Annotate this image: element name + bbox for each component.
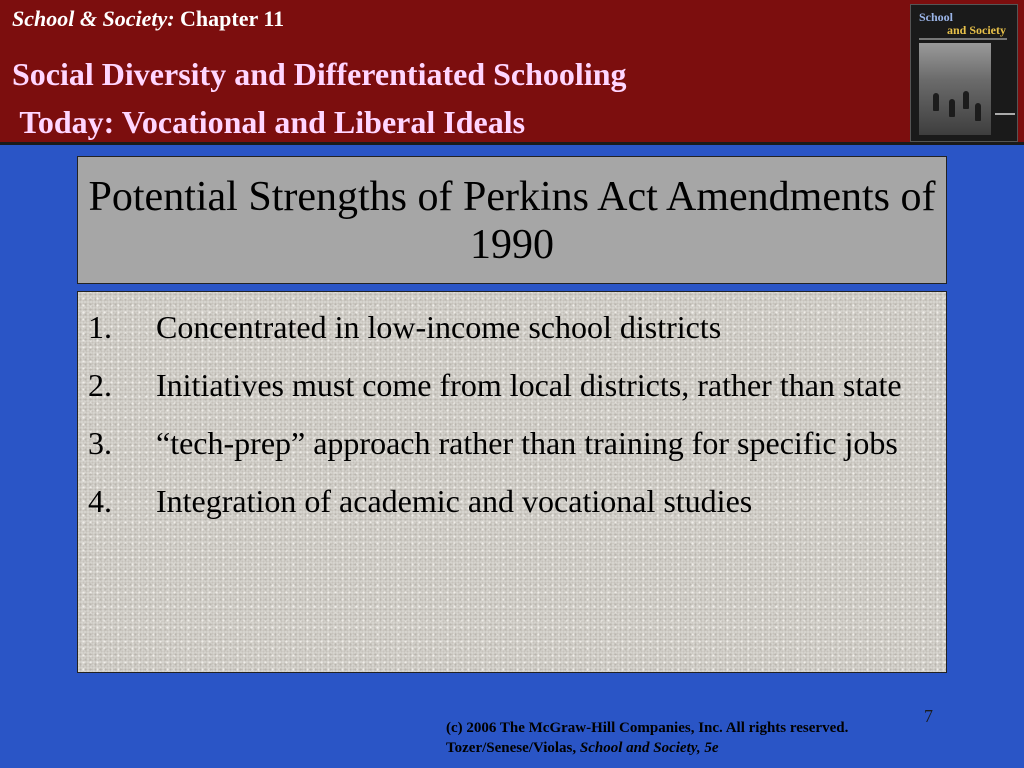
list-item-text: Concentrated in low-income school districts [156,309,722,345]
cover-subtitle-rule [919,38,1007,40]
slide-content-box [77,291,947,673]
book-cover-image [910,4,1018,142]
strengths-list [88,304,938,536]
list-item-text: “tech-prep” approach rather than training for specific jobs [156,425,898,461]
cover-title-line-1: School [919,10,954,24]
cover-figure [949,99,955,117]
page-number: 7 [924,706,933,726]
list-item-number: 4. [88,483,112,519]
list-item-text: Integration of academic and vocational studies [156,483,753,519]
cover-authors-rule [995,113,1015,115]
chapter-title-line-1: Social Diversity and Differentiated Schooling [12,56,627,92]
chapter-title [12,50,627,146]
slide-title-box [77,156,947,284]
list-item [88,304,938,350]
footer-copyright: (c) 2006 The McGraw-Hill Companies, Inc. All rights reserved. [446,720,849,736]
list-item-number: 3. [88,425,112,461]
list-item-text: Initiatives must come from local districts, rather than state [156,367,902,403]
list-item [88,420,938,466]
footer-authors: Tozer/Senese/Violas, [446,740,580,756]
list-item-number: 1. [88,309,112,345]
book-title: School & Society: [12,6,175,31]
cover-figure [933,93,939,111]
list-item [88,478,938,524]
list-item [88,362,938,408]
footer-credit [446,738,848,758]
slide-title: Potential Strengths of Perkins Act Amendments of 1990 [88,174,936,268]
cover-figure [963,91,969,109]
cover-photo [919,43,991,135]
chapter-label: Chapter 11 [180,6,285,31]
footer-book-title: School and Society, 5e [579,740,719,756]
cover-figure [975,103,981,121]
footer [446,718,848,758]
cover-title-line-2: and Society [947,23,1007,37]
chapter-title-line-2: Today: Vocational and Liberal Ideals [12,104,526,140]
chapter-line [12,6,284,32]
slide-header [0,0,1024,145]
list-item-number: 2. [88,367,112,403]
